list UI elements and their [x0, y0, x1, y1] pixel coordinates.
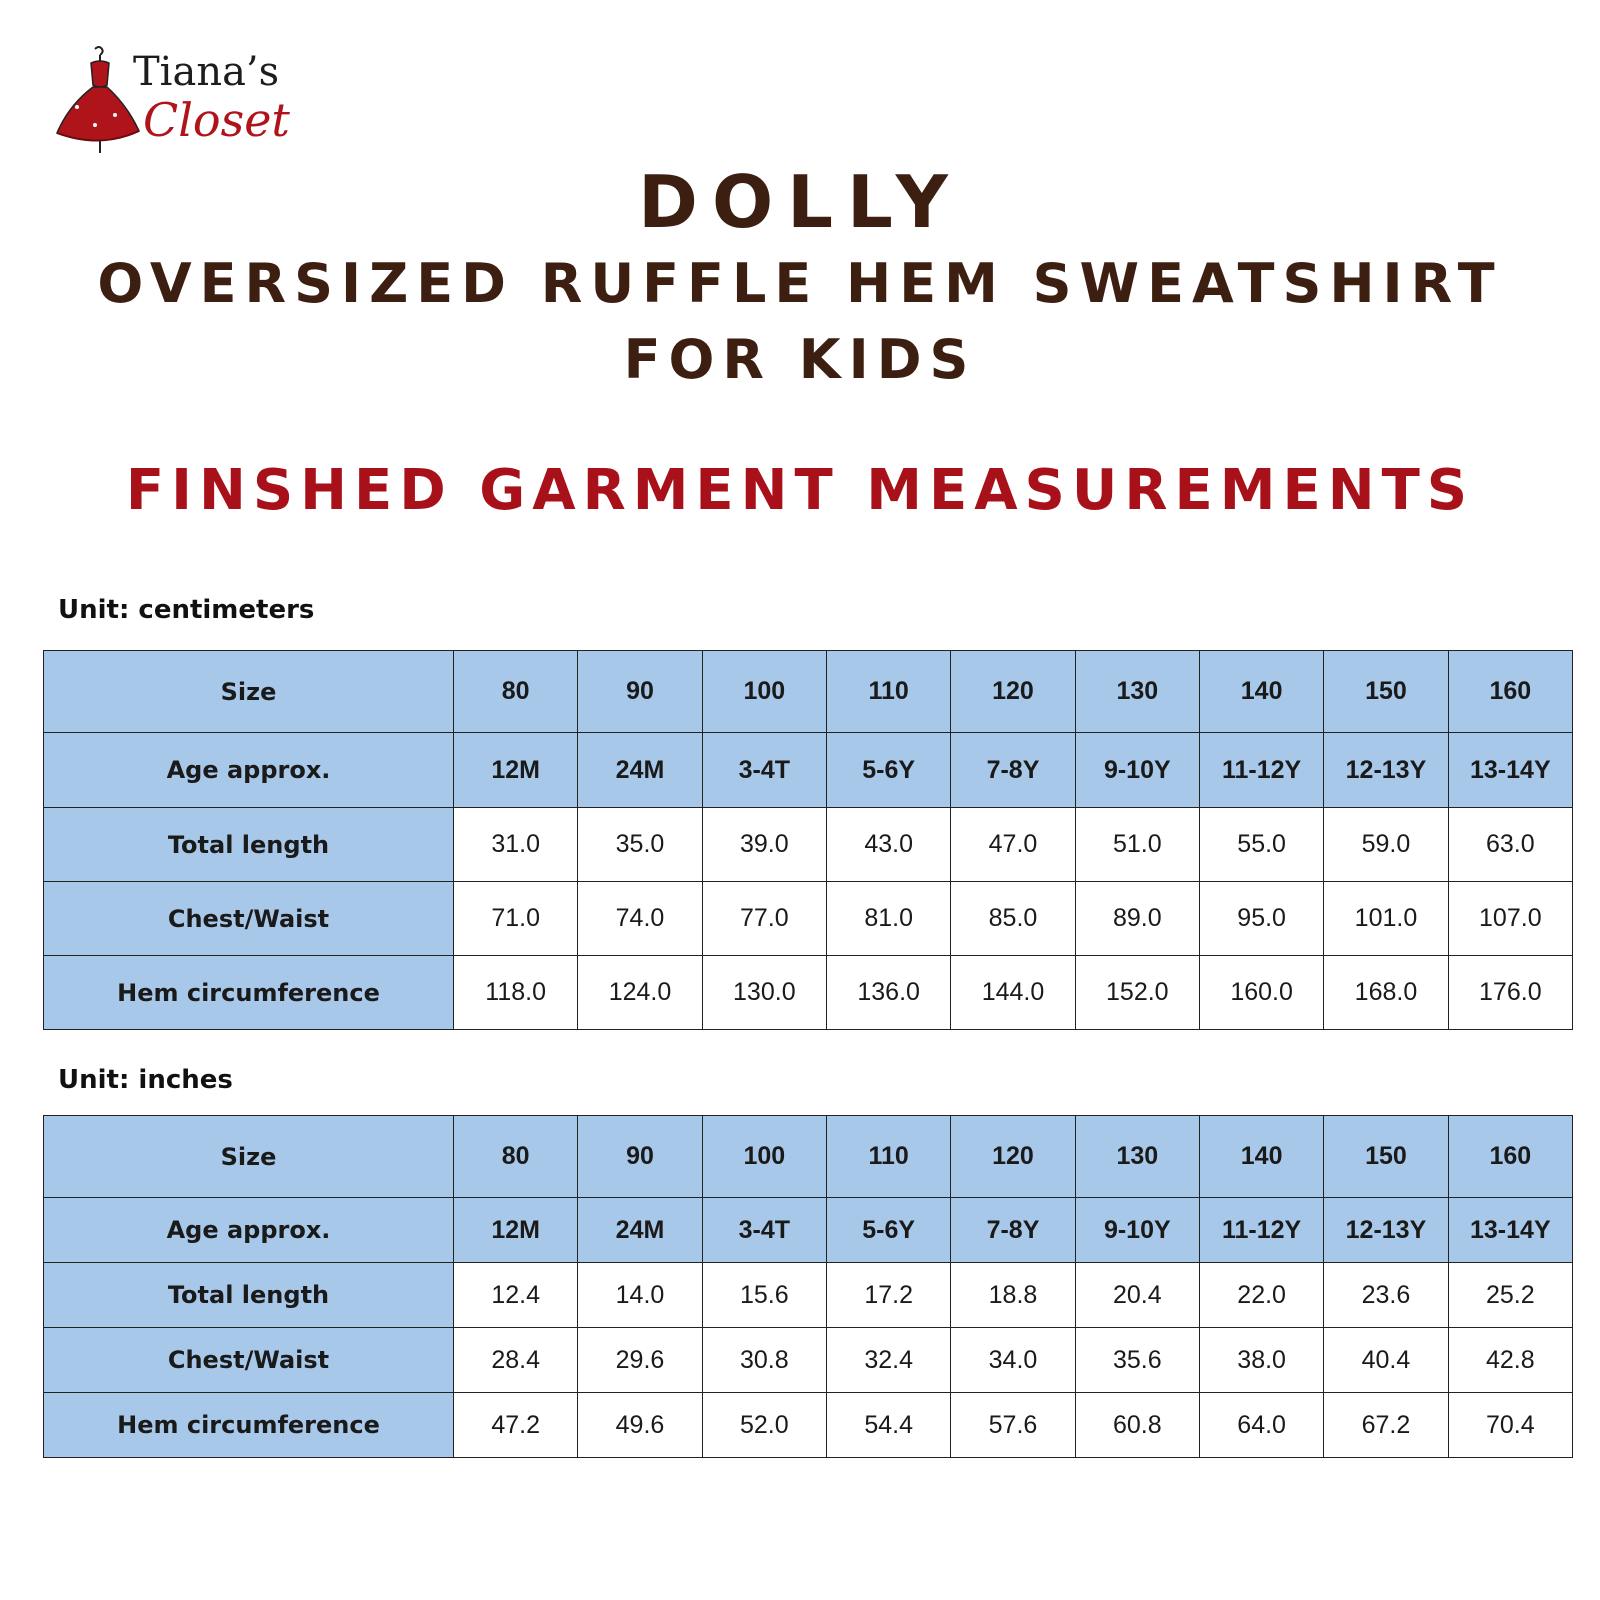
table-cell: 15.6 [702, 1263, 826, 1328]
table-cell: 120 [951, 1116, 1075, 1198]
table-cell: 77.0 [702, 882, 826, 956]
table-cell: 101.0 [1324, 882, 1448, 956]
table-cell: 40.4 [1324, 1328, 1448, 1393]
table-cell: 39.0 [702, 808, 826, 882]
table-cell: 74.0 [578, 882, 702, 956]
table-cell: 152.0 [1075, 956, 1199, 1030]
table-cell: 70.4 [1448, 1393, 1572, 1458]
table-cell: 12-13Y [1324, 1198, 1448, 1263]
table-cell: 23.6 [1324, 1263, 1448, 1328]
table-cell: 52.0 [702, 1393, 826, 1458]
table-cell: 13-14Y [1448, 733, 1572, 808]
row-label: Total length [44, 1263, 454, 1328]
table-cell: 160 [1448, 1116, 1572, 1198]
row-label: Age approx. [44, 1198, 454, 1263]
table-row [44, 1198, 1573, 1263]
product-name: DOLLY [638, 160, 962, 244]
table-cell: 100 [702, 651, 826, 733]
row-label: Chest/Waist [44, 1328, 454, 1393]
table-cell: 11-12Y [1199, 733, 1323, 808]
table-cell: 64.0 [1199, 1393, 1323, 1458]
table-cell: 31.0 [454, 808, 578, 882]
table-cell: 110 [826, 651, 950, 733]
row-label: Hem circumference [44, 1393, 454, 1458]
table-cell: 90 [578, 651, 702, 733]
table-cell: 144.0 [951, 956, 1075, 1030]
table-cell: 3-4T [702, 733, 826, 808]
table-cell: 7-8Y [951, 733, 1075, 808]
table-cell: 20.4 [1075, 1263, 1199, 1328]
brand-name-line1: Tiana’s [133, 49, 280, 95]
red-dress-on-mannequin-icon [55, 45, 145, 155]
table-cell: 12M [454, 1198, 578, 1263]
table-row [44, 1328, 1573, 1393]
brand-name-line2: Closet [143, 93, 290, 147]
row-label: Age approx. [44, 733, 454, 808]
row-label: Hem circumference [44, 956, 454, 1030]
table-cell: 28.4 [454, 1328, 578, 1393]
table-cell: 110 [826, 1116, 950, 1198]
table-cell: 160 [1448, 651, 1572, 733]
unit-label-inches: Unit: inches [58, 1065, 233, 1095]
row-label: Size [44, 1116, 454, 1198]
table-cell: 150 [1324, 1116, 1448, 1198]
table-cell: 168.0 [1324, 956, 1448, 1030]
table-cell: 5-6Y [826, 1198, 950, 1263]
table-cell: 54.4 [826, 1393, 950, 1458]
product-subtitle-line1: OVERSIZED RUFFLE HEM SWEATSHIRT [97, 252, 1503, 315]
table-row [44, 733, 1573, 808]
row-label: Total length [44, 808, 454, 882]
table-row [44, 956, 1573, 1030]
table-cell: 85.0 [951, 882, 1075, 956]
table-cell: 150 [1324, 651, 1448, 733]
table-cell: 32.4 [826, 1328, 950, 1393]
table-cell: 100 [702, 1116, 826, 1198]
table-cell: 130 [1075, 1116, 1199, 1198]
table-cell: 89.0 [1075, 882, 1199, 956]
table-cell: 12M [454, 733, 578, 808]
table-cell: 7-8Y [951, 1198, 1075, 1263]
table-cell: 160.0 [1199, 956, 1323, 1030]
measurement-table-inches [43, 1115, 1573, 1458]
table-cell: 42.8 [1448, 1328, 1572, 1393]
table-cell: 80 [454, 1116, 578, 1198]
unit-label-centimeters: Unit: centimeters [58, 595, 315, 625]
table-cell: 38.0 [1199, 1328, 1323, 1393]
table-cell: 13-14Y [1448, 1198, 1572, 1263]
table-cell: 57.6 [951, 1393, 1075, 1458]
table-cell: 80 [454, 651, 578, 733]
table-cell: 51.0 [1075, 808, 1199, 882]
table-cell: 43.0 [826, 808, 950, 882]
table-cell: 35.0 [578, 808, 702, 882]
table-cell: 29.6 [578, 1328, 702, 1393]
table-cell: 59.0 [1324, 808, 1448, 882]
table-cell: 3-4T [702, 1198, 826, 1263]
table-cell: 35.6 [1075, 1328, 1199, 1393]
table-cell: 47.2 [454, 1393, 578, 1458]
table-cell: 24M [578, 1198, 702, 1263]
table-cell: 17.2 [826, 1263, 950, 1328]
table-cell: 60.8 [1075, 1393, 1199, 1458]
table-cell: 120 [951, 651, 1075, 733]
table-cell: 130 [1075, 651, 1199, 733]
product-subtitle-line2: FOR KIDS [623, 328, 977, 391]
table-cell: 9-10Y [1075, 1198, 1199, 1263]
table-cell: 12.4 [454, 1263, 578, 1328]
table-cell: 18.8 [951, 1263, 1075, 1328]
table-cell: 55.0 [1199, 808, 1323, 882]
table-cell: 81.0 [826, 882, 950, 956]
table-row [44, 808, 1573, 882]
table-cell: 49.6 [578, 1393, 702, 1458]
brand-logo [55, 45, 295, 155]
table-cell: 71.0 [454, 882, 578, 956]
table-row [44, 1393, 1573, 1458]
table-row [44, 651, 1573, 733]
table-cell: 67.2 [1324, 1393, 1448, 1458]
table-cell: 22.0 [1199, 1263, 1323, 1328]
table-cell: 130.0 [702, 956, 826, 1030]
table-cell: 11-12Y [1199, 1198, 1323, 1263]
row-label: Chest/Waist [44, 882, 454, 956]
table-cell: 124.0 [578, 956, 702, 1030]
table-cell: 136.0 [826, 956, 950, 1030]
table-cell: 63.0 [1448, 808, 1572, 882]
table-cell: 5-6Y [826, 733, 950, 808]
table-cell: 24M [578, 733, 702, 808]
table-cell: 118.0 [454, 956, 578, 1030]
table-cell: 140 [1199, 651, 1323, 733]
table-cell: 34.0 [951, 1328, 1075, 1393]
section-title: FINSHED GARMENT MEASUREMENTS [125, 458, 1475, 523]
table-row [44, 1116, 1573, 1198]
table-cell: 95.0 [1199, 882, 1323, 956]
table-row [44, 1263, 1573, 1328]
table-cell: 107.0 [1448, 882, 1572, 956]
row-label: Size [44, 651, 454, 733]
table-cell: 25.2 [1448, 1263, 1572, 1328]
table-cell: 30.8 [702, 1328, 826, 1393]
table-cell: 47.0 [951, 808, 1075, 882]
table-cell: 12-13Y [1324, 733, 1448, 808]
table-cell: 176.0 [1448, 956, 1572, 1030]
table-cell: 14.0 [578, 1263, 702, 1328]
table-row [44, 882, 1573, 956]
table-cell: 9-10Y [1075, 733, 1199, 808]
table-cell: 140 [1199, 1116, 1323, 1198]
measurement-table-centimeters [43, 650, 1573, 1030]
table-cell: 90 [578, 1116, 702, 1198]
